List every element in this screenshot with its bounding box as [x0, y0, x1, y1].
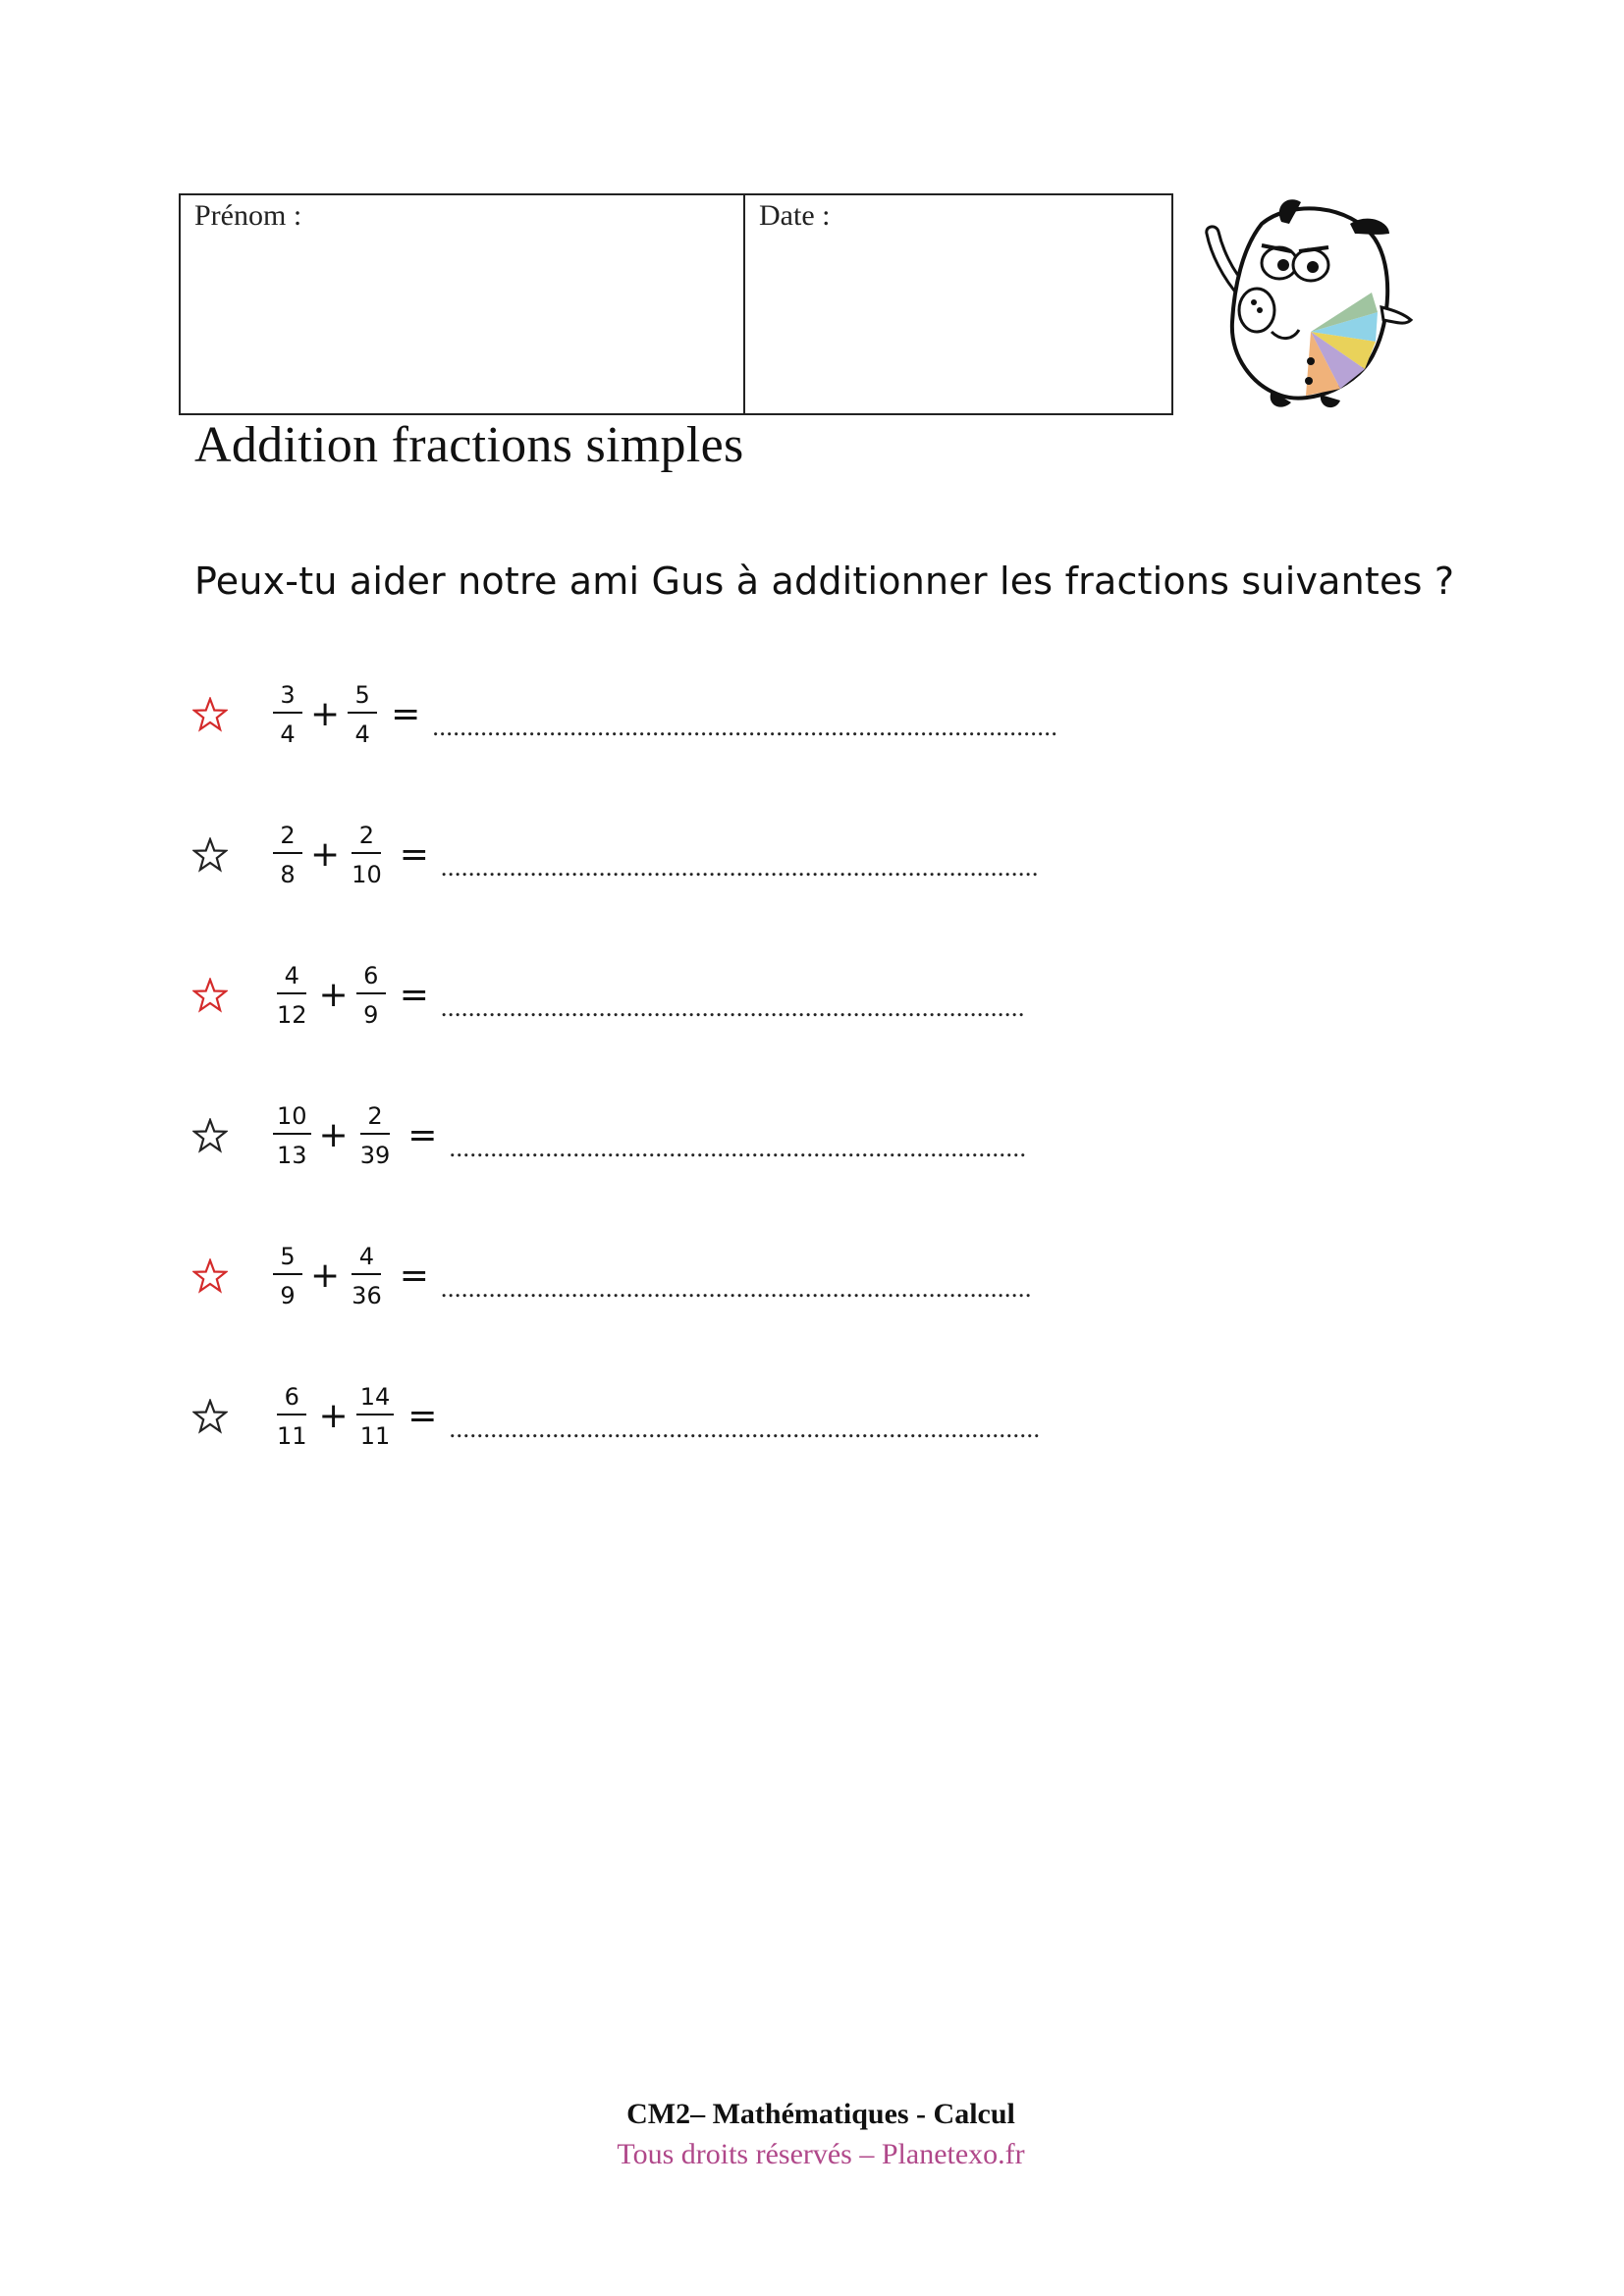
exercise-row — [192, 675, 1057, 754]
answer-line[interactable]: .................................................................................... — [449, 1134, 1027, 1162]
exercise-row — [192, 816, 1039, 894]
fraction-b — [348, 1245, 386, 1308]
denominator: 36 — [352, 1282, 382, 1309]
exercise-row — [192, 956, 1025, 1035]
numerator: 2 — [360, 1104, 390, 1135]
fraction-b — [348, 683, 377, 746]
answer-line[interactable]: ...................................................................................... — [440, 1274, 1032, 1303]
numerator: 10 — [273, 1104, 311, 1135]
prenom-label: Prénom : — [194, 199, 302, 232]
plus-sign: + — [310, 834, 341, 875]
numerator: 2 — [273, 824, 302, 854]
numerator: 5 — [273, 1245, 302, 1275]
star-icon — [192, 1258, 228, 1294]
numerator: 5 — [348, 683, 377, 714]
fraction-b — [356, 964, 386, 1027]
plus-sign: + — [318, 1115, 349, 1155]
denominator: 12 — [277, 1001, 307, 1029]
fraction-a — [273, 824, 302, 886]
gus-mascot-illustration — [1203, 194, 1414, 415]
equals-sign: = — [391, 694, 421, 734]
denominator: 11 — [359, 1422, 391, 1450]
denominator: 4 — [280, 721, 296, 748]
denominator: 39 — [359, 1142, 391, 1169]
exercise-row — [192, 1096, 1026, 1175]
denominator: 11 — [277, 1422, 307, 1450]
fraction-a — [273, 1104, 311, 1167]
denominator: 13 — [277, 1142, 307, 1169]
equals-sign: = — [407, 1396, 438, 1436]
instruction-text: Peux-tu aider notre ami Gus à additionner les fractions suivantes ? — [194, 560, 1455, 603]
fraction-b — [356, 1385, 395, 1448]
denominator: 8 — [280, 861, 296, 888]
equals-sign: = — [407, 1115, 438, 1155]
fraction-a — [273, 683, 302, 746]
numerator: 4 — [277, 964, 306, 994]
prenom-field[interactable] — [181, 195, 745, 413]
denominator: 10 — [352, 861, 382, 888]
exercise-row — [192, 1377, 1040, 1456]
denominator: 9 — [280, 1282, 296, 1309]
worksheet-title: Addition fractions simples — [194, 417, 744, 473]
plus-sign: + — [310, 694, 341, 734]
plus-sign: + — [318, 1396, 349, 1436]
fraction-a — [273, 1245, 302, 1308]
fraction-b — [348, 824, 386, 886]
answer-line[interactable]: ....................................................................................... — [440, 853, 1039, 881]
date-field[interactable] — [745, 195, 1171, 413]
equals-sign: = — [399, 975, 429, 1015]
equals-sign: = — [399, 834, 429, 875]
date-label: Date : — [759, 199, 831, 232]
answer-line[interactable]: ........................................................................................... — [432, 713, 1058, 741]
numerator: 6 — [277, 1385, 306, 1415]
star-icon — [192, 837, 228, 873]
numerator: 6 — [356, 964, 386, 994]
fraction-a — [273, 964, 311, 1027]
star-icon — [192, 1118, 228, 1153]
plus-sign: + — [310, 1255, 341, 1296]
numerator: 2 — [352, 824, 381, 854]
answer-line[interactable]: ..................................................................................... — [440, 993, 1025, 1022]
star-icon — [192, 978, 228, 1013]
exercise-row — [192, 1237, 1032, 1315]
equals-sign: = — [399, 1255, 429, 1296]
student-info-table — [179, 193, 1173, 415]
answer-line[interactable]: ...................................................................................... — [449, 1415, 1041, 1443]
numerator: 14 — [356, 1385, 395, 1415]
denominator: 9 — [363, 1001, 379, 1029]
footer-course: CM2– Mathématiques - Calcul — [626, 2098, 1015, 2130]
footer-rights: Tous droits réservés – Planetexo.fr — [617, 2138, 1025, 2170]
fraction-b — [356, 1104, 395, 1167]
numerator: 3 — [273, 683, 302, 714]
numerator: 4 — [352, 1245, 381, 1275]
fraction-a — [273, 1385, 311, 1448]
star-icon — [192, 1399, 228, 1434]
denominator: 4 — [354, 721, 370, 748]
plus-sign: + — [318, 975, 349, 1015]
star-icon — [192, 697, 228, 732]
